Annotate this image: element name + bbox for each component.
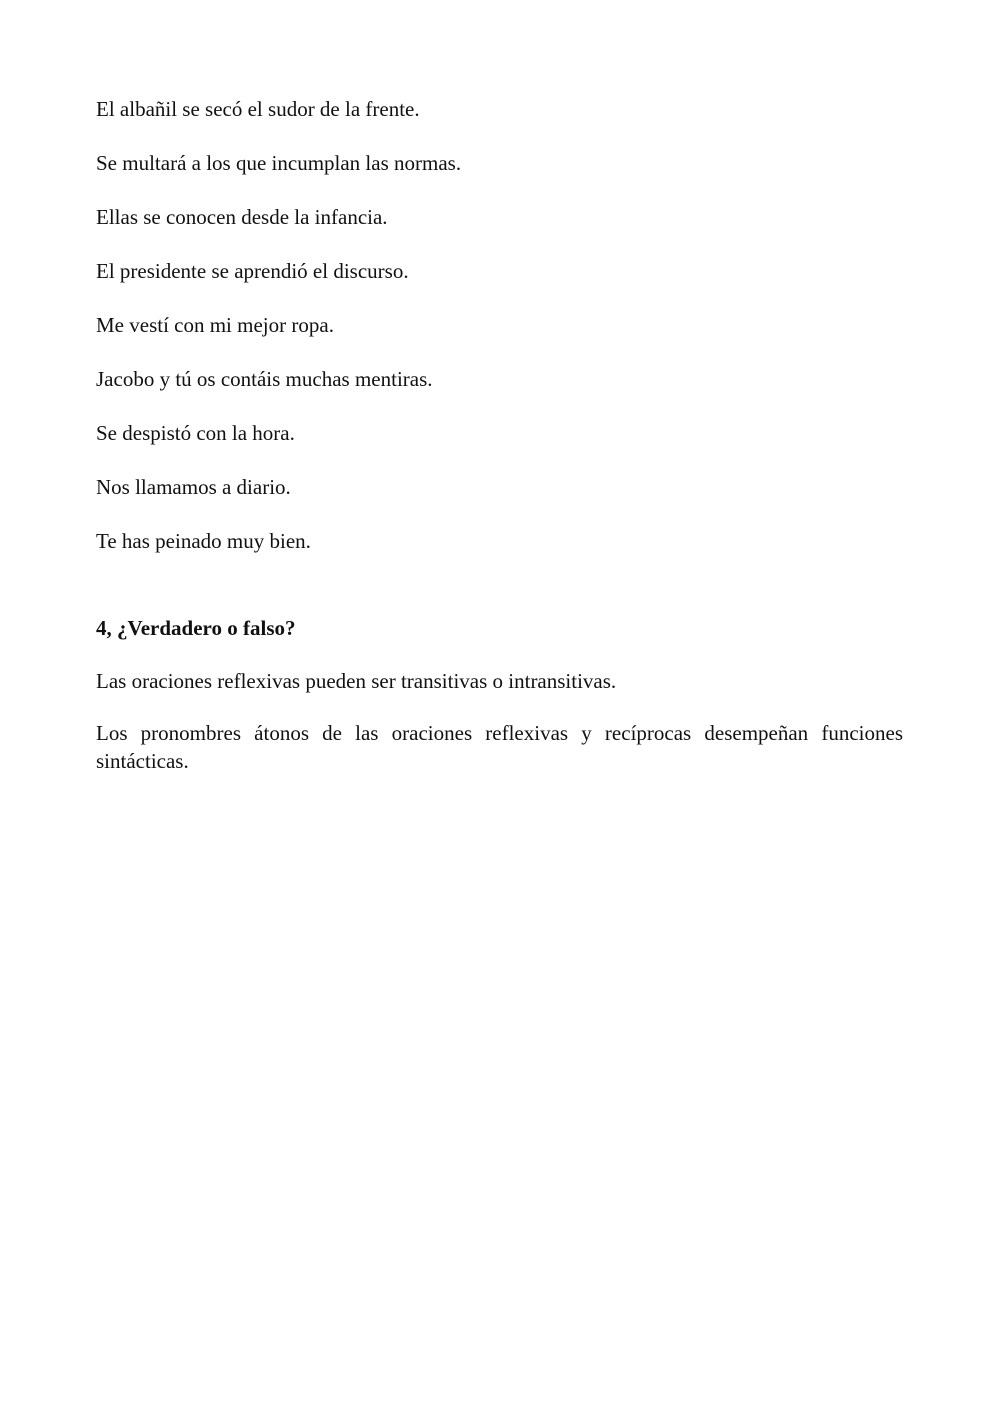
sentence-5: Me vestí con mi mejor ropa. — [96, 313, 334, 337]
sentence-2: Se multará a los que incumplan las normas. — [96, 151, 462, 175]
sentence-9: Te has peinado muy bien. — [96, 529, 311, 553]
statement-1: Las oraciones reflexivas pueden ser transitivas o intransitivas. — [96, 669, 617, 693]
sentence-6: Jacobo y tú os contáis muchas mentiras. — [96, 367, 433, 391]
sentence-7: Se despistó con la hora. — [96, 421, 295, 445]
sentence-3: Ellas se conocen desde la infancia. — [96, 205, 388, 229]
sentence-8: Nos llamamos a diario. — [96, 475, 291, 499]
section-heading: 4, ¿Verdadero o falso? — [96, 616, 296, 640]
sentence-4: El presidente se aprendió el discurso. — [96, 259, 409, 283]
document-content — [96, 94, 903, 799]
sentence-list — [96, 94, 903, 556]
sentence-1: El albañil se secó el sudor de la frente. — [96, 97, 420, 121]
section-true-false — [96, 613, 903, 775]
statement-2: Los pronombres átonos de las oraciones reflexivas y recíprocas desempeñan funciones sintácticas. — [96, 721, 903, 773]
